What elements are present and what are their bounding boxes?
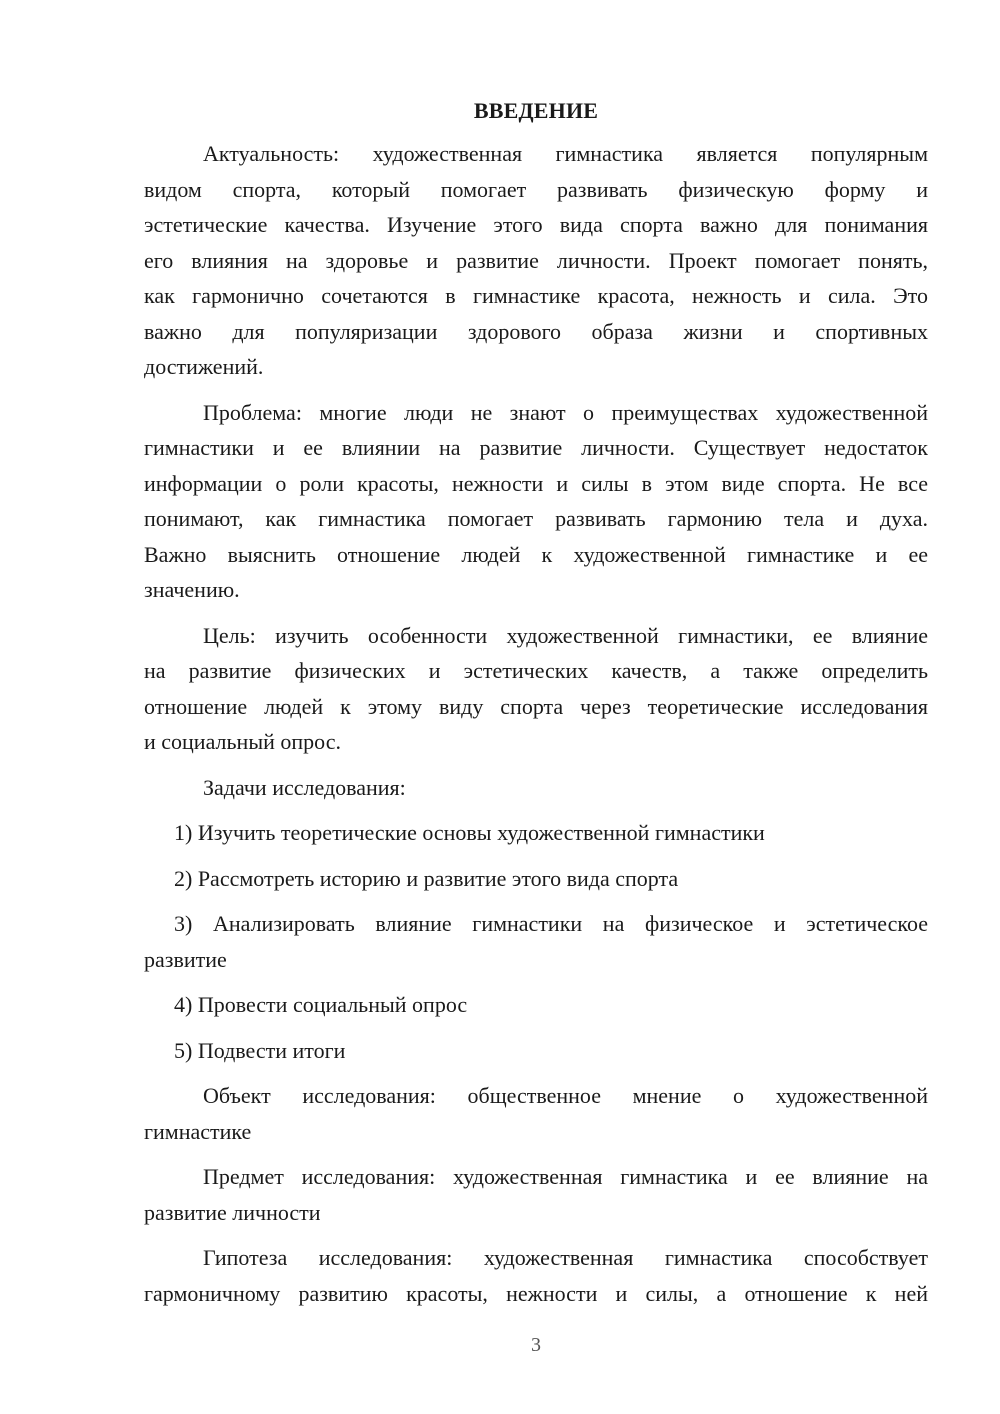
page-number: 3: [531, 1334, 541, 1356]
text-line: 3) Анализировать влияние гимнастики на физическое и эстетическое: [174, 911, 928, 936]
paragraph-hypothesis: [144, 1240, 928, 1311]
text-line: достижений.: [144, 354, 264, 379]
section-title: ВВЕДЕНИЕ: [473, 98, 599, 123]
text-line: развитие личности: [144, 1199, 321, 1225]
text-line: как гармонично сочетаются в гимнастике красота, нежность и сила. Это: [144, 283, 928, 308]
text-line: отношение людей к этому виду спорта через теоретические исследования: [144, 693, 928, 719]
text-line: информации о роли красоты, нежности и силы в этом виде спорта. Не все: [144, 470, 928, 496]
text-line: развитие: [144, 946, 227, 972]
text-line: 4) Провести социальный опрос: [174, 992, 468, 1017]
text-line: эстетические качества. Изучение этого вида спорта важно для понимания: [144, 212, 928, 237]
text-line: Проблема: многие люди не знают о преимуществах художественной: [203, 399, 928, 425]
paragraph-subject: [144, 1159, 928, 1230]
text-line: Актуальность: художественная гимнастика является популярным: [203, 141, 928, 166]
task-item: [144, 815, 928, 851]
text-line: Гипотеза исследования: художественная гимнастика способствует: [203, 1245, 928, 1270]
text-line: гармоничному развитию красоты, нежности и силы, а отношение к ней: [144, 1280, 928, 1306]
text-line: важно для популяризации здорового образа жизни и спортивных: [144, 318, 928, 344]
document-page: [144, 96, 928, 1321]
paragraph-goal: [144, 618, 928, 760]
text-line: на развитие физических и эстетических качеств, а также определить: [144, 658, 928, 683]
paragraph-problem: [144, 395, 928, 608]
text-line: Важно выяснить отношение людей к художественной гимнастике и ее: [144, 541, 928, 567]
text-line: Предмет исследования: художественная гимнастика и ее влияние на: [203, 1164, 928, 1189]
task-item: [144, 861, 928, 897]
text-line: 1) Изучить теоретические основы художественной гимнастики: [174, 820, 765, 845]
tasks-heading: [144, 770, 928, 806]
paragraph-object: [144, 1078, 928, 1149]
text-line: Объект исследования: общественное мнение о художественной: [203, 1083, 928, 1108]
text-line: гимнастики и ее влиянии на развитие личности. Существует недостаток: [144, 435, 928, 460]
text-line: гимнастике: [144, 1118, 252, 1144]
paragraph-relevance: [144, 136, 928, 385]
text-line: его влияния на здоровье и развитие личности. Проект помогает понять,: [144, 247, 928, 273]
text-line: Цель: изучить особенности художественной гимнастики, ее влияние: [203, 622, 928, 648]
text-line: видом спорта, который помогает развивать физическую форму и: [144, 176, 928, 202]
text-line: 5) Подвести итоги: [174, 1037, 346, 1063]
text-line: 2) Рассмотреть историю и развитие этого вида спорта: [174, 865, 679, 891]
text-line: и социальный опрос.: [144, 729, 341, 754]
task-item: [144, 1033, 928, 1069]
text-line: понимают, как гимнастика помогает развивать гармонию тела и духа.: [144, 506, 928, 531]
task-item: [144, 987, 928, 1023]
task-item: [144, 906, 928, 977]
text-line: значению.: [144, 577, 240, 602]
text-line: Задачи исследования:: [203, 774, 406, 800]
